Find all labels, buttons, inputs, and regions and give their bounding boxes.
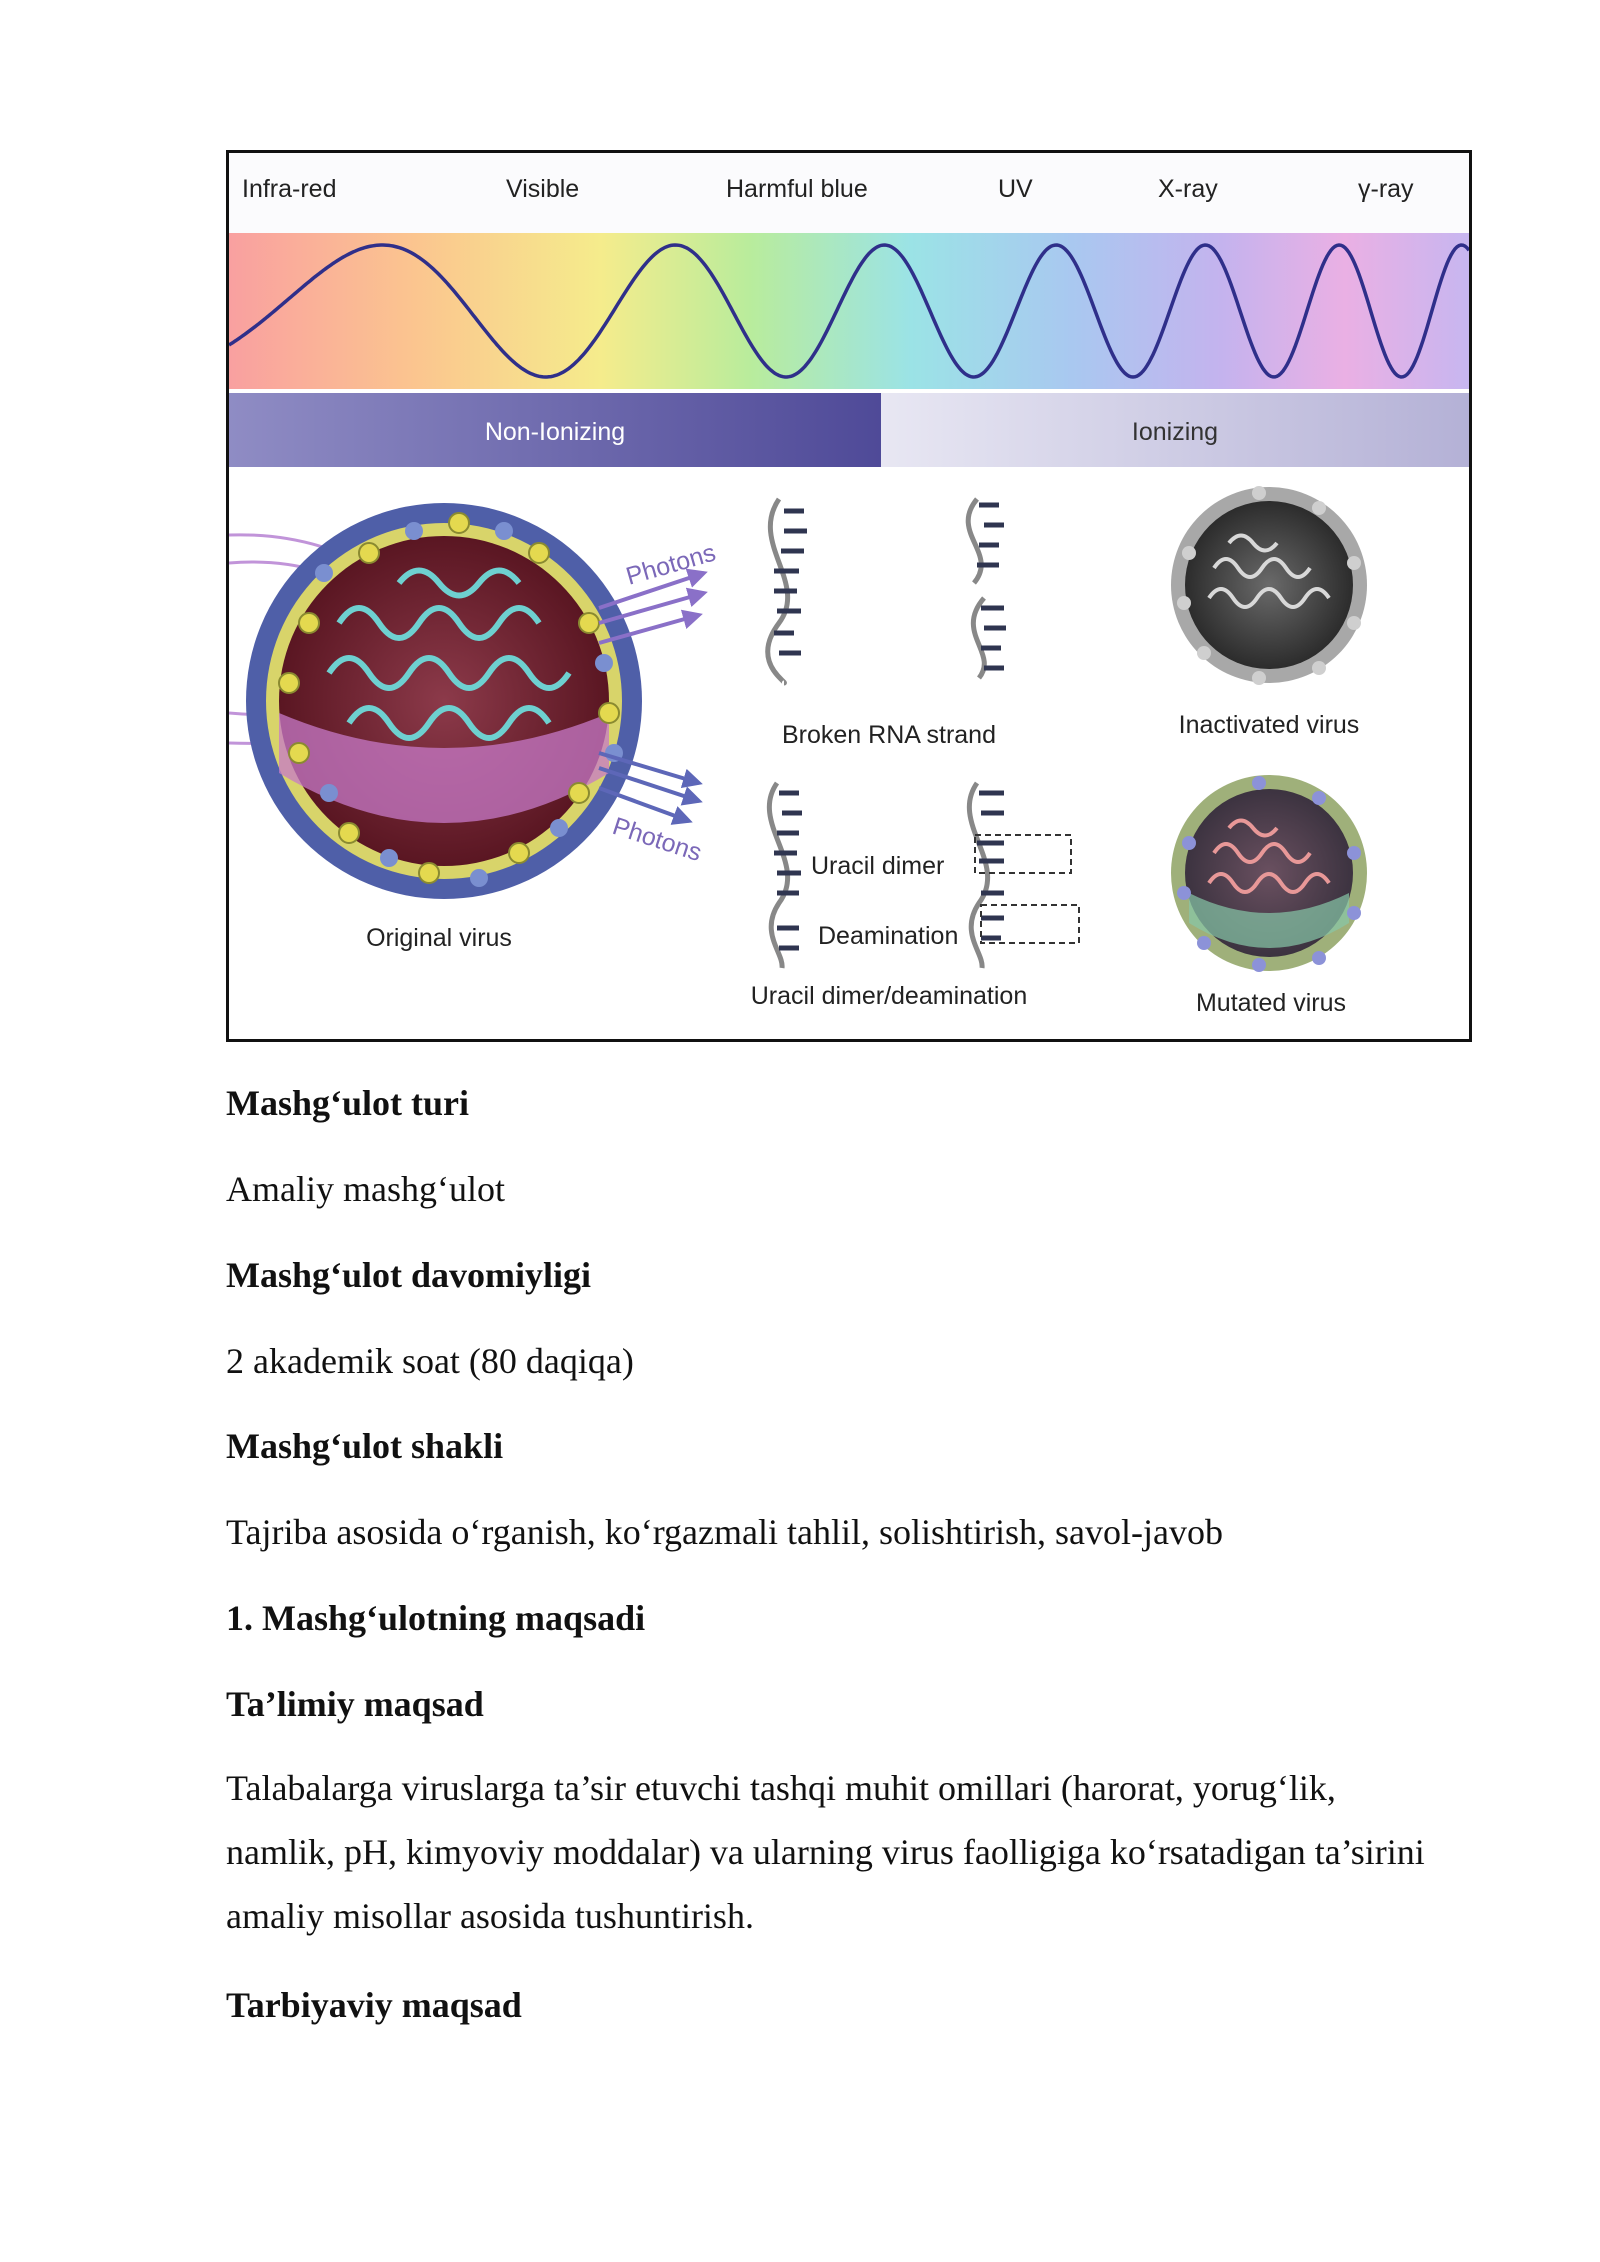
lesson-form-value: Tajriba asosida o‘rganish, ko‘rgazmali tahlil, solishtirish, savol-javob xyxy=(226,1512,1223,1552)
label-gamma-ray: γ-ray xyxy=(1358,175,1414,203)
inactivated-virus-label: Inactivated virus xyxy=(1178,711,1360,739)
lesson-type-value: Amaliy mashg‘ulot xyxy=(226,1169,505,1209)
heading-educational-goal: Ta’limiy maqsad xyxy=(226,1684,484,1724)
figure-svg xyxy=(229,153,1469,1039)
broken-rna-label: Broken RNA strand xyxy=(782,721,996,749)
heading-lesson-type: Mashg‘ulot turi xyxy=(226,1083,469,1123)
photons-label-bottom: Photons xyxy=(609,812,706,868)
spectrum-virus-figure xyxy=(226,150,1472,1042)
broken-rna-strand-illustration xyxy=(768,499,1006,683)
original-virus-illustration xyxy=(246,503,642,899)
uracil-dimer-label: Uracil dimer xyxy=(811,852,945,880)
original-virus-label: Original virus xyxy=(366,924,512,952)
mutated-virus-illustration xyxy=(1171,775,1367,972)
educational-goal-line: namlik, pH, kimyoviy moddalar) va ularning virus faolligiga ko‘rsatadigan ta’sirini xyxy=(226,1832,1425,1872)
label-uv: UV xyxy=(998,175,1033,203)
label-harmful-blue: Harmful blue xyxy=(726,175,868,203)
educational-goal-line: amaliy misollar asosida tushuntirish. xyxy=(226,1896,754,1936)
mutated-virus-label: Mutated virus xyxy=(1195,989,1347,1017)
heading-upbringing-goal: Tarbiyaviy maqsad xyxy=(226,1985,522,2025)
educational-goal-paragraph xyxy=(226,1756,1476,1948)
deamination-label: Deamination xyxy=(818,922,959,950)
photons-label-top: Photons xyxy=(622,538,719,591)
label-x-ray: X-ray xyxy=(1158,175,1218,203)
lesson-duration-value: 2 akademik soat (80 daqiqa) xyxy=(226,1341,634,1381)
label-infra-red: Infra-red xyxy=(242,175,337,203)
uracil-dimer-deamination-label: Uracil dimer/deamination xyxy=(750,982,1028,1010)
ionizing-label: Ionizing xyxy=(1131,418,1219,446)
heading-lesson-goal: 1. Mashg‘ulotning maqsadi xyxy=(226,1598,646,1638)
non-ionizing-label: Non-Ionizing xyxy=(484,418,626,446)
heading-lesson-duration: Mashg‘ulot davomiyligi xyxy=(226,1255,592,1295)
educational-goal-line: Talabalarga viruslarga ta’sir etuvchi tashqi muhit omillari (harorat, yorug‘lik, xyxy=(226,1768,1336,1808)
label-visible: Visible xyxy=(506,175,580,203)
inactivated-virus-illustration xyxy=(1171,486,1367,685)
heading-lesson-form: Mashg‘ulot shakli xyxy=(226,1426,504,1466)
